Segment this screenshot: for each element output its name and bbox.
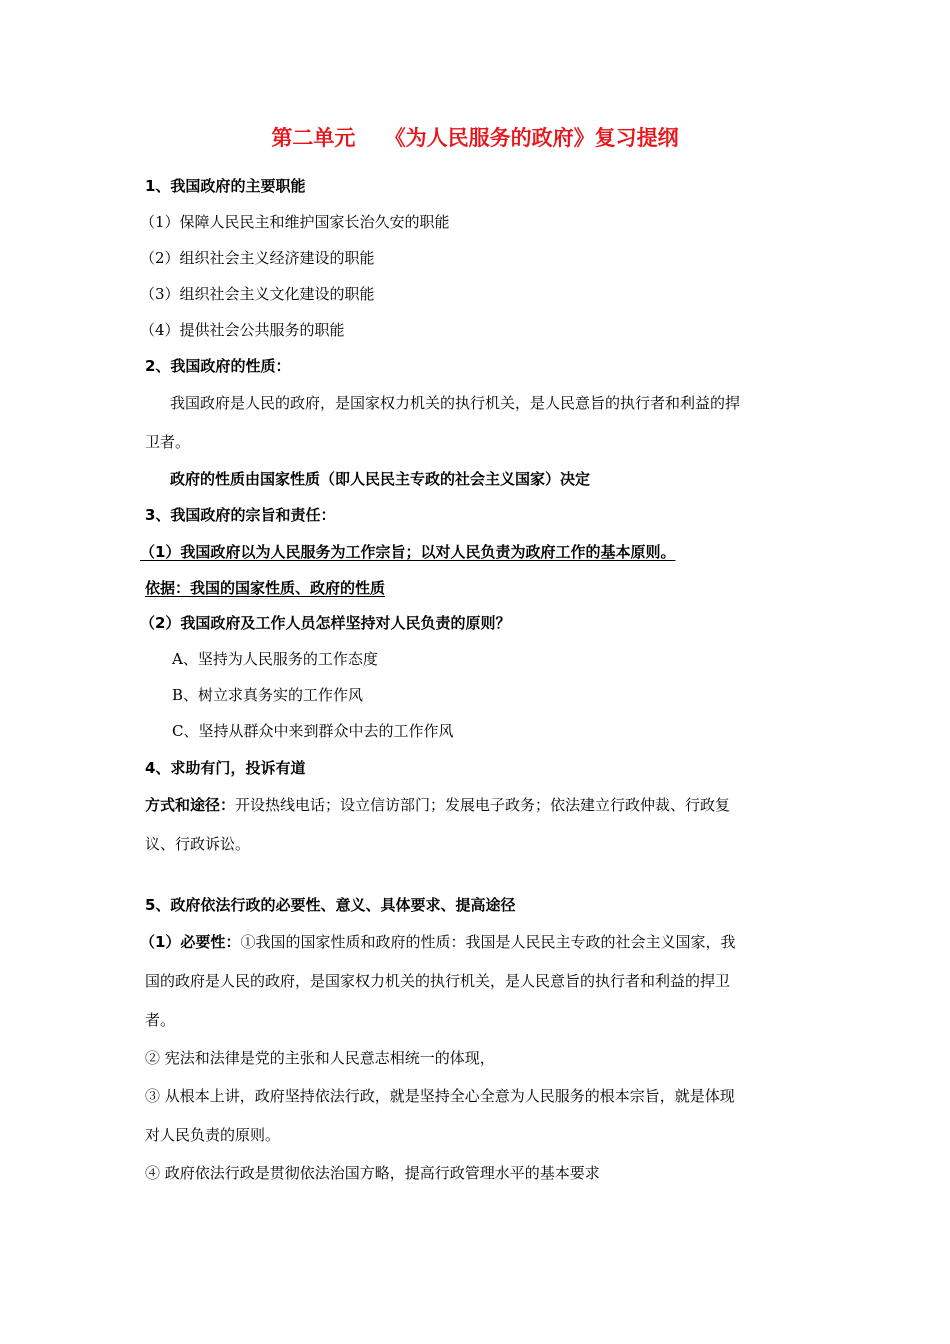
section-3-option: A、坚持为人民服务的工作态度 xyxy=(172,650,378,668)
section-1-item: （3）组织社会主义文化建设的职能 xyxy=(140,285,375,303)
section-5-p1-line-1: ①我国的国家性质和政府的性质：我国是人民民主专政的社会主义国家，我 xyxy=(240,933,736,951)
section-5-p2: ② 宪法和法律是党的主张和人民意志相统一的体现， xyxy=(145,1049,495,1067)
section-5-p3-line-1: ③ 从根本上讲，政府坚持依法行政，就是坚持全心全意为人民服务的根本宗旨，就是体现 xyxy=(145,1087,735,1105)
section-5-p4: ④ 政府依法行政是贯彻依法治国方略，提高行政管理水平的基本要求 xyxy=(145,1164,600,1182)
section-1-item: （1）保障人民民主和维护国家长治久安的职能 xyxy=(140,213,450,231)
section-2-paragraph-cont: 卫者。 xyxy=(145,433,191,451)
section-2-heading: 2、我国政府的性质： xyxy=(145,357,291,375)
section-3-option: C、坚持从群众中来到群众中去的工作作风 xyxy=(172,722,454,740)
section-2-note: 政府的性质由国家性质（即人民民主专政的社会主义国家）决定 xyxy=(170,470,591,488)
section-4-heading: 4、求助有门，投诉有道 xyxy=(145,759,306,777)
section-4-text-line-1: 开设热线电话；设立信访部门；发展电子政务；依法建立行政仲裁、行政复 xyxy=(235,796,731,814)
section-5-p3-line-2: 对人民负责的原则。 xyxy=(145,1126,281,1144)
section-5-p1-line-2: 国的政府是人民的政府，是国家权力机关的执行机关，是人民意旨的执行者和利益的捍卫 xyxy=(145,972,731,990)
section-1-item: （2）组织社会主义经济建设的职能 xyxy=(140,249,375,267)
section-5-heading: 5、政府依法行政的必要性、意义、具体要求、提高途径 xyxy=(145,896,516,914)
section-1-heading: 1、我国政府的主要职能 xyxy=(145,177,306,195)
section-5-sub-label: （1）必要性： xyxy=(140,933,241,951)
section-4-text xyxy=(145,795,730,815)
section-4-text-line-2: 议、行政诉讼。 xyxy=(145,835,251,853)
section-3-item-2: （2）我国政府及工作人员怎样坚持对人民负责的原则？ xyxy=(140,614,511,632)
document-title: 第二单元 《为人民服务的政府》复习提纲 xyxy=(271,126,679,150)
section-4-label: 方式和途径： xyxy=(145,796,236,814)
section-3-item-1: （1）我国政府以为人民服务为工作宗旨；以对人民负责为政府工作的基本原则。 xyxy=(140,543,676,561)
section-3-heading: 3、我国政府的宗旨和责任： xyxy=(145,506,336,524)
section-3-option: B、树立求真务实的工作作风 xyxy=(172,686,364,704)
section-5-p1-line-3: 者。 xyxy=(145,1011,176,1029)
section-1-item: （4）提供社会公共服务的职能 xyxy=(140,321,345,339)
section-2-paragraph: 我国政府是人民的政府，是国家权力机关的执行机关，是人民意旨的执行者和利益的捍 xyxy=(170,394,741,412)
section-5-p1 xyxy=(140,932,735,952)
section-3-basis: 依据：我国的国家性质、政府的性质 xyxy=(145,579,386,597)
